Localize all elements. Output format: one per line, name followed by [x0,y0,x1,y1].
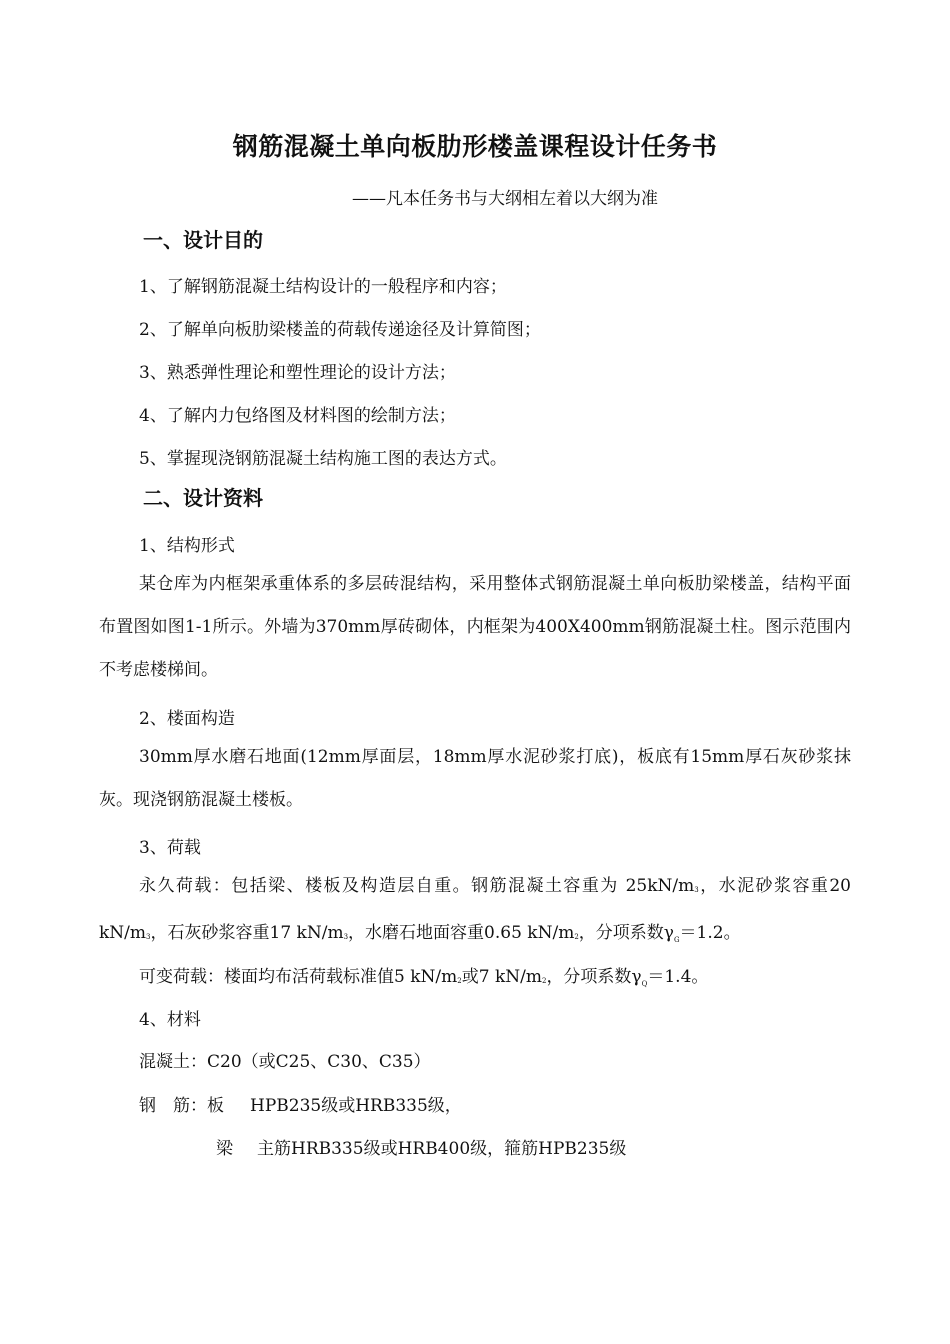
purpose-item-1: 1、了解钢筋混凝土结构设计的一般程序和内容； [139,277,507,297]
subsection-material-title: 4、材料 [139,1010,201,1030]
purpose-item-2: 2、了解单向板肋梁楼盖的荷载传递途径及计算简图； [139,320,541,340]
dead-load-text-a: 永久荷载：包括梁、楼板及构造层自重。钢筋混凝土容重为 25kN/m [139,876,695,896]
document-subtitle: ——凡本任务书与大纲相左着以大纲为准 [352,189,658,209]
dead-load-unit-exp-4: 2 [574,933,579,941]
document-title: 钢筋混凝土单向板肋形楼盖课程设计任务书 [232,132,718,161]
purpose-item-4: 4、了解内力包络图及材料图的绘制方法； [139,406,456,426]
live-load-text-d: ＝1.4。 [647,967,709,987]
dead-load-unit-exp-3: 3 [343,933,349,941]
steel-beam-line [216,1134,626,1159]
live-load-unit-exp-2: 2 [541,977,547,985]
dead-load-gamma-subscript: G [673,936,680,944]
section-heading-design-purpose: 一、设计目的 [143,228,263,252]
floor-paragraph: 30mm厚水磨石地面(12mm厚面层，18mm厚水泥砂浆打底)，板底有15mm厚石灰砂浆抹灰。现浇钢筋混凝土楼板。 [99,747,851,810]
section-heading-design-data: 二、设计资料 [143,486,263,510]
live-load-line [139,962,708,988]
live-load-unit-exp-1: 2 [457,977,462,985]
dead-load-text-d: ，水磨石地面容重0.65 kN/m [348,923,575,943]
dead-load-unit-exp-1: 3 [694,886,699,894]
subsection-floor-title: 2、楼面构造 [139,709,235,729]
steel-label: 钢 筋：板 [139,1096,224,1116]
live-load-text-b: 或7 kN/m [461,967,542,987]
live-load-text-a: 可变荷载：楼面均布活荷载标准值5 kN/m [139,967,458,987]
dead-load-paragraph [99,865,851,962]
steel-beam-spec: 主筋HRB335级或HRB400级，箍筋HPB235级 [257,1139,627,1159]
structure-paragraph: 某仓库为内框架承重体系的多层砖混结构，采用整体式钢筋混凝土单向板肋梁楼盖，结构平面布置图如图1-1所示。外墙为370mm厚砖砌体，内框架为400X400mm钢筋混凝土柱。图示范围内不考虑楼梯间。 [99,574,851,680]
dead-load-text-c: ，石灰砂浆容重17 kN/m [150,923,344,943]
subsection-load-title: 3、荷载 [139,838,201,858]
purpose-item-5: 5、掌握现浇钢筋混凝土结构施工图的表达方式。 [139,449,507,469]
live-load-text-c: ，分项系数γ [546,967,642,987]
dead-load-text-e: ，分项系数γ [578,923,674,943]
dead-load-unit-exp-2: 3 [146,933,151,941]
purpose-item-3: 3、熟悉弹性理论和塑性理论的设计方法； [139,363,456,383]
subsection-structure-title: 1、结构形式 [139,536,235,556]
dead-load-text-b: ，水泥砂浆容重20 kN/m [99,876,851,943]
steel-slab-line [139,1091,462,1116]
live-load-gamma-subscript: Q [641,980,648,988]
concrete-line: 混凝土：C20（或C25、C30、C35） [139,1052,431,1072]
beam-label: 梁 [216,1139,233,1159]
steel-slab-spec: HPB235级或HRB335级， [250,1096,462,1116]
dead-load-text-f: ＝1.2。 [679,923,741,943]
